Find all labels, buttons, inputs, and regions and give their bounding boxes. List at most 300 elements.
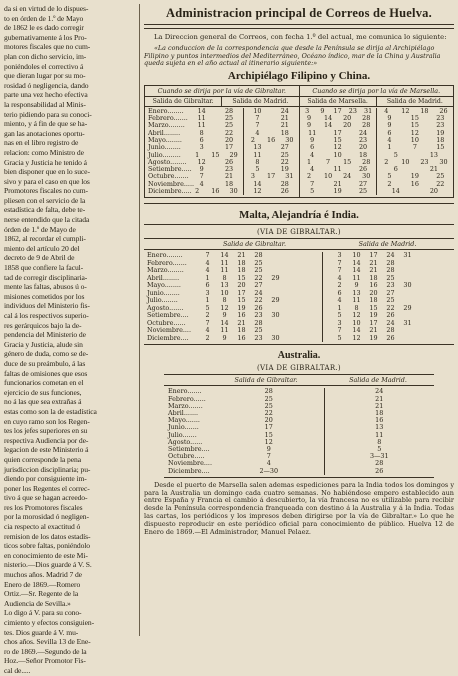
date-cell: 21 xyxy=(369,266,378,275)
filipinas-gibraltar-half xyxy=(145,86,299,198)
gibraltar-date: 20 xyxy=(264,416,273,425)
australia-row xyxy=(164,424,434,431)
subhead: Salida de Madrid. xyxy=(376,97,453,106)
date-cell: 25 xyxy=(254,326,263,335)
left-column-line: faltas de omisiones que esos xyxy=(4,368,88,378)
date-cell: 26 xyxy=(358,165,368,174)
date-cell: 4 xyxy=(337,273,342,282)
left-column-line: legacion de este Ministerio á xyxy=(4,445,89,455)
month-label: Octubre...... xyxy=(147,318,186,327)
filipinas-title: Archipiélago Filipino y China. xyxy=(227,69,371,82)
australia-table-headings xyxy=(164,375,434,386)
malta-row xyxy=(144,252,454,260)
date-cell: 9 xyxy=(354,281,359,290)
date-cell: 7 xyxy=(337,266,342,275)
date-cell: 11 xyxy=(197,121,206,130)
date-cell: 18 xyxy=(358,150,368,159)
left-column-line: miento, y á fin de que se ha- xyxy=(4,119,88,129)
date-cell: 21 xyxy=(237,251,246,260)
left-column-line: cal á los respectivos superio- xyxy=(4,311,89,320)
date-cell: 4 xyxy=(205,258,210,267)
left-column-line: Ortiz.—Sr. Regente de la xyxy=(4,589,79,599)
madrid-date: 13 xyxy=(324,424,435,431)
month-label: Julio........ xyxy=(147,296,178,305)
left-column-line: tes. Dios guarde á V. mu- xyxy=(4,627,79,637)
madrid-dates xyxy=(243,188,299,195)
date-cell: 1 xyxy=(195,150,200,159)
date-cell: 6 xyxy=(393,165,398,174)
gibraltar-dates xyxy=(188,173,243,180)
left-column-line: tivo á que se hagan acreedo- xyxy=(4,493,88,503)
date-cell: 3 xyxy=(337,251,342,260)
date-cell: 4 xyxy=(205,326,210,335)
month-label: Mayo........ xyxy=(147,281,181,290)
date-cell: 7 xyxy=(205,251,210,260)
date-cell: 10 xyxy=(410,135,419,144)
malta-row xyxy=(144,260,454,268)
madrid-date: 28 xyxy=(324,460,435,467)
date-cell: 4 xyxy=(310,165,315,174)
left-column-line: tes los jefes superiores en su xyxy=(4,426,88,436)
date-cell: 5 xyxy=(310,187,315,196)
date-cell: 14 xyxy=(253,179,262,188)
date-cell: 23 xyxy=(254,311,263,320)
date-cell: 11 xyxy=(220,258,229,267)
left-column-line: nerse entendido que la citada xyxy=(4,215,90,225)
section-rule xyxy=(144,203,454,204)
australia-via: (VIA DE GIBRALTAR.) xyxy=(257,364,341,373)
date-cell: 22 xyxy=(436,179,445,188)
filipinas-row-left xyxy=(145,188,299,195)
australia-heading-gibraltar: Salida de Gibraltar. xyxy=(234,376,298,385)
date-cell: 4 xyxy=(384,106,389,115)
month-label: Marzo....... xyxy=(168,401,203,410)
date-cell: 3 xyxy=(305,106,310,115)
left-column-line: estas como son la de estadística xyxy=(4,406,97,416)
date-cell: 12 xyxy=(401,106,410,115)
month-label: Julio....... xyxy=(168,430,197,439)
madrid-dates xyxy=(376,181,453,188)
date-cell: 7 xyxy=(326,157,331,166)
left-column-line: parte una vez hecho efectiva xyxy=(4,90,88,100)
date-cell: 20 xyxy=(343,114,352,123)
date-cell: 11 xyxy=(220,266,229,275)
date-cell: 28 xyxy=(362,121,371,130)
date-cell: 11 xyxy=(220,326,229,335)
filipinas-row-right xyxy=(300,137,454,144)
australia-row xyxy=(164,432,434,439)
date-cell: 10 xyxy=(401,157,410,166)
date-cell: 11 xyxy=(308,128,317,137)
date-cell: 5 xyxy=(337,311,342,320)
date-cell: 13 xyxy=(429,150,438,159)
date-cell: 14 xyxy=(324,114,333,123)
date-cell: 5 xyxy=(393,150,398,159)
madrid-date: 21 xyxy=(324,396,435,403)
month-label: Noviembre..... xyxy=(148,179,195,188)
australia-row xyxy=(164,396,434,403)
left-column-line: plan con dicho servicio, im- xyxy=(4,51,87,61)
date-cell: 17 xyxy=(267,172,276,181)
madrid-date: 11 xyxy=(324,432,435,439)
left-column-line: terio pidiendo para su conoci- xyxy=(4,109,92,119)
date-cell: 20 xyxy=(369,288,378,297)
date-cell: 3 xyxy=(250,172,255,181)
date-cell: 28 xyxy=(386,258,395,267)
notice-quote: «La conduccion de la correspondencia que desde la Península se dirija al Archipiélago Filipino y puntos intermedios del Mediterráneo, Océano índico, mar de la China y Australia queda sujeta en el año actual al itinerario siguiente:» xyxy=(144,44,441,68)
month-label: Mayo........ xyxy=(148,135,182,144)
date-cell: 24 xyxy=(280,106,289,115)
malta-title: Malta, Alejandría é India. xyxy=(239,209,359,222)
left-column-line: tad de corregir disciplinaria- xyxy=(4,272,88,282)
date-cell: 17 xyxy=(333,128,342,137)
left-column-line: Audiencia de Sevilla.» xyxy=(4,598,71,608)
australia-heading-madrid: Salida de Madrid. xyxy=(349,376,407,385)
left-column-line: quien corresponde la pena xyxy=(4,454,81,464)
date-cell: 12 xyxy=(253,187,262,196)
date-cell: 5 xyxy=(387,172,392,181)
date-cell: 28 xyxy=(386,326,395,335)
heading-spacer xyxy=(144,239,188,249)
left-column-line: miento del artículo 20 del xyxy=(4,243,80,253)
left-column-line: pliesen con el servicio de la xyxy=(4,195,86,205)
date-cell: 13 xyxy=(220,281,229,290)
date-cell: 23 xyxy=(386,281,395,290)
date-cell: 7 xyxy=(199,172,204,181)
date-cell: 18 xyxy=(237,326,246,335)
date-cell: 23 xyxy=(254,333,263,342)
date-cell: 1 xyxy=(205,296,210,305)
date-cell: 28 xyxy=(362,157,371,166)
malta-row xyxy=(144,335,454,343)
date-cell: 21 xyxy=(224,172,234,181)
date-cell: 13 xyxy=(253,143,262,152)
left-column-line: poner los Regentes el correc- xyxy=(4,483,90,493)
left-column-line: nisterio.—Dios guarde á V. S. xyxy=(4,560,92,570)
date-cell: 23 xyxy=(420,157,429,166)
malta-row xyxy=(144,290,454,298)
date-cell: 15 xyxy=(410,121,419,130)
date-cell: 16 xyxy=(267,135,276,144)
left-column-line: en cuyo ramo son los Regen- xyxy=(4,416,90,426)
madrid-dates xyxy=(243,137,299,144)
date-cell: 10 xyxy=(324,172,333,181)
date-cell: 12 xyxy=(197,157,206,166)
date-cell: 7 xyxy=(337,326,342,335)
notice-footer: Desde el puerto de Marsella salen ademas espediciones para la India todos los domingos y para la Australia un domingo cada cuatro semanas. No habiéndose empero establecido aun entre España y Francia el cambio á descubierto, la vía francesa no es utilizable para recibir desde la Península correspondencia franqueada con destino á la Australia y á la India. Todas las cartas, los periódicos y los impresos deben dirigirse por la vía de Gibraltar.» Lo que he dispuesto reproducir en este periódico oficial para conocimiento de público. Huelva 12 de Enero de 1869.—El Administrador, Manuel Pelaez. xyxy=(144,480,454,536)
left-column-line: duce de su preámbulo, á las xyxy=(4,358,86,368)
left-column-line: relacion: como Ministro de xyxy=(4,147,84,157)
australia-row xyxy=(164,417,434,424)
left-column-line: cia respecto al exactitud ó xyxy=(4,522,81,532)
date-cell: 22 xyxy=(254,296,263,305)
date-cell: 7 xyxy=(412,143,417,152)
date-cell: 2 xyxy=(250,135,255,144)
month-label: Julio......... xyxy=(148,150,181,159)
filipinas-subheads-left xyxy=(145,97,299,107)
month-label: Marzo........ xyxy=(148,121,185,130)
australia-row xyxy=(164,410,434,417)
date-cell: 13 xyxy=(352,288,361,297)
filipinas-heading-gibraltar: Cuando se dirija por la vía de Gibraltar. xyxy=(145,86,299,97)
left-column-line: Lo digo á V. para su cono- xyxy=(4,608,82,618)
malta-row xyxy=(144,282,454,290)
filipinas-row-right xyxy=(300,188,454,195)
date-cell: 18 xyxy=(369,273,378,282)
malta-table xyxy=(144,238,454,345)
month-label: Agosto........ xyxy=(148,157,187,166)
date-cell: 12 xyxy=(410,128,419,137)
malta-row xyxy=(144,327,454,335)
month-label: Junio....... xyxy=(168,423,199,432)
left-column-line: Hoz.—Señor Promotor Fis- xyxy=(4,656,86,666)
gibraltar-date: 28 xyxy=(264,387,273,396)
date-cell: 21 xyxy=(369,326,378,335)
gibraltar-dates xyxy=(188,115,243,122)
date-cell: 17 xyxy=(224,143,234,152)
date-cell: 14 xyxy=(352,258,361,267)
date-cell: 16 xyxy=(410,179,419,188)
month-label: Marzo........ xyxy=(147,266,184,275)
date-cell: 27 xyxy=(358,179,368,188)
date-cell: 29 xyxy=(271,296,280,305)
malta-table-headings xyxy=(144,239,454,250)
date-cell: 9 xyxy=(222,333,227,342)
date-cell: 17 xyxy=(237,288,246,297)
gibraltar-dates xyxy=(188,159,243,166)
date-cell: 15 xyxy=(237,273,246,282)
date-cell: 7 xyxy=(337,258,342,267)
left-column-line: 1858 que confiere la facul- xyxy=(4,263,84,273)
date-cell: 5 xyxy=(337,333,342,342)
left-column-line: muchos años. Madrid 7 de xyxy=(4,570,82,580)
date-cell: 25 xyxy=(224,121,234,130)
date-cell: 31 xyxy=(364,106,373,115)
left-column-line: estadística de falta, debe te- xyxy=(4,205,86,215)
left-column-line: gubernativamente á los Pro- xyxy=(4,32,87,42)
date-cell: 28 xyxy=(254,318,263,327)
madrid-dates xyxy=(376,188,453,195)
gibraltar-date: 12 xyxy=(264,437,273,446)
month-label: Abril........ xyxy=(148,128,181,137)
month-label: Setiembre.... xyxy=(147,311,189,320)
date-cell: 18 xyxy=(369,296,378,305)
date-cell: 23 xyxy=(358,135,368,144)
month-label: Diciembre..... xyxy=(148,187,192,196)
madrid-dates xyxy=(243,108,299,115)
month-label: Noviembre.... xyxy=(147,326,191,335)
date-cell: 17 xyxy=(333,106,342,115)
date-cell: 30 xyxy=(285,135,294,144)
gibraltar-date: 4 xyxy=(266,459,271,468)
date-cell: 11 xyxy=(333,165,342,174)
date-cell: 22 xyxy=(254,273,263,282)
left-column-line: individuos del Ministerio fis- xyxy=(4,301,90,311)
month-label: Setiembre..... xyxy=(148,165,192,174)
malta-via: (VIA DE GIBRALTAR.) xyxy=(257,228,341,237)
date-cell: 16 xyxy=(237,333,246,342)
date-cell: 29 xyxy=(271,273,280,282)
date-cell: 8 xyxy=(199,128,204,137)
left-column-line: motores fiscales que no cum- xyxy=(4,42,91,52)
heading-spacer xyxy=(164,375,210,385)
date-cell: 4 xyxy=(199,179,204,188)
date-cell: 18 xyxy=(237,258,246,267)
date-cell: 21 xyxy=(333,179,342,188)
date-cell: 4 xyxy=(310,150,315,159)
date-cell: 27 xyxy=(254,281,263,290)
date-cell: 1 xyxy=(306,157,312,166)
column-divider xyxy=(139,4,140,636)
date-cell: 30 xyxy=(439,157,448,166)
date-cell: 2 xyxy=(306,172,312,181)
left-column-line: que dieran lugar por su mo- xyxy=(4,71,86,81)
australia-rows xyxy=(164,386,434,476)
left-column-line: da si en virtud de lo dispues- xyxy=(4,4,89,13)
malta-heading-madrid: Salida de Madrid. xyxy=(358,240,417,249)
date-cell: 15 xyxy=(333,135,342,144)
month-label: Junio........ xyxy=(148,143,181,152)
left-column-line: poniéndoles el correctivo á xyxy=(4,61,84,71)
madrid-dates xyxy=(243,122,299,129)
date-cell: 26 xyxy=(386,333,395,342)
gibraltar-dates xyxy=(188,108,243,115)
date-cell: 7 xyxy=(310,179,315,188)
date-cell: 9 xyxy=(222,311,227,320)
subhead: Salida de Madrid. xyxy=(221,97,298,106)
date-cell: 19 xyxy=(333,187,342,196)
filipinas-row-right xyxy=(300,108,454,115)
date-cell: 15 xyxy=(410,114,419,123)
left-column-line: pendencia del Ministerio de xyxy=(4,330,86,340)
month-label: Agosto...... xyxy=(168,437,203,446)
filipinas-row-right xyxy=(300,166,454,173)
date-cell: 7 xyxy=(255,114,260,123)
left-column-line: cimiento y efectos consiguien- xyxy=(4,618,94,627)
left-column-line: respectiva Audiencia por de- xyxy=(4,435,89,445)
month-label: Diciembre.... xyxy=(168,466,210,475)
month-label: Febrero....... xyxy=(148,114,188,123)
madrid-dates xyxy=(376,144,453,151)
date-cell: 12 xyxy=(352,333,361,342)
filipinas-row-right xyxy=(300,130,454,137)
gibraltar-dates xyxy=(188,152,243,159)
date-cell: 15 xyxy=(237,296,246,305)
date-cell: 8 xyxy=(255,157,260,166)
date-cell: 18 xyxy=(280,128,289,137)
date-cell: 28 xyxy=(362,114,371,123)
left-column-line: 1862, al recordar el cumpli- xyxy=(4,234,86,244)
date-cell: 7 xyxy=(205,318,210,327)
date-cell: 27 xyxy=(280,143,289,152)
left-column-line: remision de los datos estadís- xyxy=(4,531,91,541)
madrid-date: 24 xyxy=(324,388,435,395)
malta-heading-gibraltar: Salida de Gibraltar. xyxy=(222,240,287,249)
left-column-line: órden de 1.º de Mayo de xyxy=(4,224,76,234)
month-label: Enero....... xyxy=(168,387,202,396)
date-cell: 29 xyxy=(403,303,412,312)
australia-title: Australia. xyxy=(277,350,321,362)
left-column-line: diendo por consiguiente im- xyxy=(4,474,87,484)
madrid-date: 16 xyxy=(324,417,435,424)
month-label: Mayo....... xyxy=(168,416,200,425)
date-cell: 23 xyxy=(436,121,445,130)
title-rule xyxy=(144,24,454,29)
date-cell: 21 xyxy=(237,318,246,327)
madrid-dates xyxy=(322,335,454,343)
left-column-line: Gracia y Justicia he tenido á xyxy=(4,157,87,167)
date-cell: 4 xyxy=(205,266,210,275)
date-cell: 18 xyxy=(237,266,246,275)
month-label: Setiembre.... xyxy=(168,444,210,453)
notice-title: Administracion principal de Correos de Huelva. xyxy=(166,6,432,20)
left-column-line: de 1862 le es dado corregir xyxy=(4,23,84,33)
date-cell: 24 xyxy=(358,128,368,137)
date-cell: 30 xyxy=(362,172,371,181)
date-cell: 1 xyxy=(205,273,210,282)
date-cell: 15 xyxy=(343,157,352,166)
date-cell: 10 xyxy=(352,318,361,327)
madrid-dates xyxy=(243,144,299,151)
date-cell: 6 xyxy=(199,135,204,144)
malta-row xyxy=(144,267,454,275)
date-cell: 18 xyxy=(224,179,234,188)
date-cell: 7 xyxy=(255,121,260,130)
date-cell: 26 xyxy=(280,187,289,196)
date-cell: 24 xyxy=(343,172,352,181)
date-cell: 21 xyxy=(280,121,289,130)
gibraltar-date: 2—30 xyxy=(259,466,279,475)
madrid-dates xyxy=(243,115,299,122)
date-cell: 3 xyxy=(199,143,204,152)
month-label: Enero........ xyxy=(148,106,184,115)
date-cell: 8 xyxy=(222,296,227,305)
australia-table xyxy=(164,374,434,477)
date-cell: 21 xyxy=(280,114,289,123)
date-cell: 12 xyxy=(333,143,342,152)
date-cell: 16 xyxy=(369,281,378,290)
madrid-date: 21 xyxy=(324,403,435,410)
date-cell: 19 xyxy=(369,311,378,320)
date-cell: 1 xyxy=(387,143,392,152)
left-column-line: cal de..... xyxy=(4,665,31,675)
madrid-date: 26 xyxy=(324,468,435,475)
left-column-line: res los Promotores fiscales xyxy=(4,502,83,512)
date-cell: 20 xyxy=(429,187,438,196)
date-cell: 9 xyxy=(320,106,325,115)
gibraltar-dates xyxy=(188,130,243,137)
date-cell: 6 xyxy=(310,143,315,152)
madrid-dates xyxy=(243,173,299,180)
filipinas-row-right xyxy=(300,122,454,129)
section-rule xyxy=(144,224,454,225)
date-cell: 4 xyxy=(337,296,342,305)
date-cell: 25 xyxy=(254,258,263,267)
date-cell: 9 xyxy=(310,135,315,144)
date-cell: 6 xyxy=(337,288,342,297)
left-column-line: no á las que sea extrañas á xyxy=(4,397,82,407)
madrid-dates xyxy=(243,159,299,166)
left-column-line: rosidad ó negligencia, dando xyxy=(4,80,89,90)
date-cell: 24 xyxy=(386,318,395,327)
date-cell: 15 xyxy=(369,303,378,312)
date-cell: 14 xyxy=(391,187,400,196)
date-cell: 8 xyxy=(222,273,227,282)
date-cell: 27 xyxy=(386,288,395,297)
date-cell: 6 xyxy=(205,281,210,290)
date-cell: 12 xyxy=(352,311,361,320)
date-cell: 8 xyxy=(354,303,359,312)
